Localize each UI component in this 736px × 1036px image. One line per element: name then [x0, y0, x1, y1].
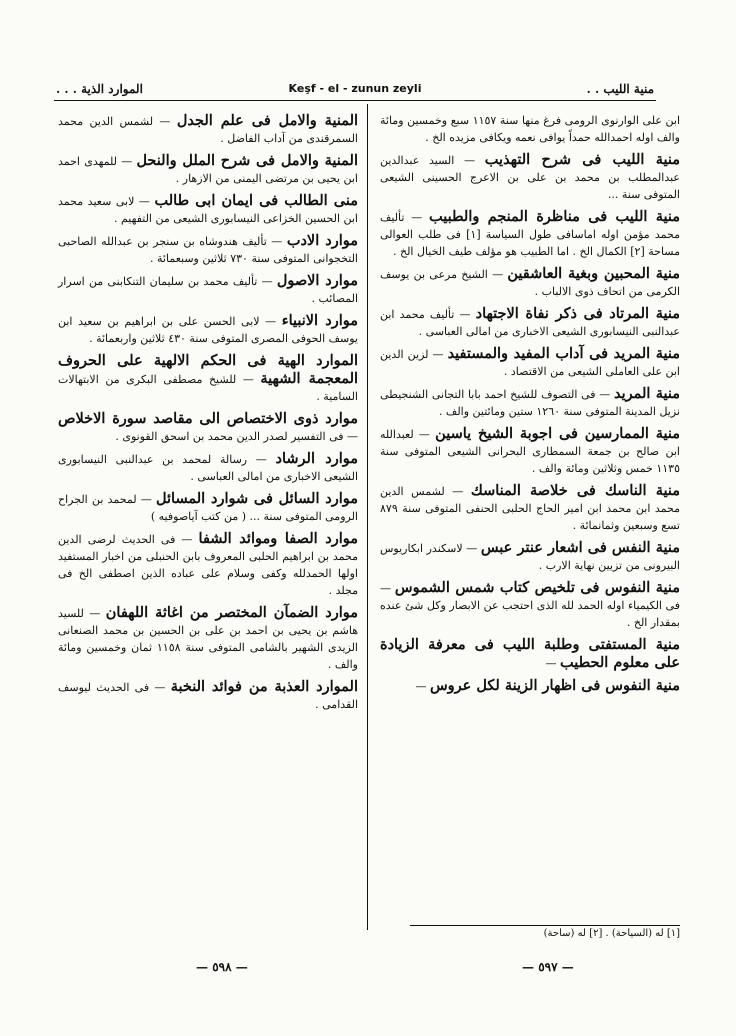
entry-text: — رسالة لمحمد بن عبدالنبى النيسابورى الشيعى الاخبارى من امالى العباسى . [58, 453, 358, 483]
column-divider [367, 104, 368, 930]
entry-title: موارد الادب [286, 232, 359, 249]
entry-text: — لشمس الدين محمد ابن محمد ابن امير الحاج الحلبى الحنفى المتوفى سنة ٨٧٩ تسع وسبعين وثمانمائة . [380, 485, 680, 532]
left-column [58, 112, 358, 718]
entry-text: — تأليف هندوشاه بن سنجر بن عبدالله الصاحبى التخجوانى المتوفى سنة ٧٣٠ ثلاثين وسبعمائة . [58, 235, 358, 265]
entry [380, 151, 680, 203]
entry [58, 352, 358, 405]
entry-text: — تأليف محمد بن سليمان التنكابنى من اسرار المصائب . [58, 275, 358, 305]
entry-title: المنية والامل فى شرح الملل والنحل [136, 152, 358, 169]
entry-title: موارد الضمآن المختصر من اغاثة اللهفان [105, 604, 358, 621]
entry-title: منية النفوس فى تلخيص كتاب شمس الشموس [394, 579, 681, 596]
entry [380, 385, 680, 420]
entry-title: منية المريد فى آداب المفيد والمستفيد [447, 345, 681, 362]
entry-text: — لابى سعيد محمد ابن الحسين الخزاعى النيسابورى الشيعى من التفهيم . [58, 195, 358, 225]
running-header [56, 82, 654, 100]
entry-title: موارد الاصول [276, 272, 358, 289]
entry-title: منية الممارسين فى اجوبة الشيخ ياسين [435, 425, 681, 442]
entry-title: منية النفوس فى اظهار الزينة لكل عروس [429, 677, 680, 694]
entry [380, 677, 680, 695]
entry [58, 490, 358, 525]
page-number-right: — ٥٩٧ — [522, 960, 574, 974]
entry-title: المنية والامل فى علم الجدل [176, 112, 359, 129]
entry-text: — فى الكيمياء اوله الحمد لله الذى احتجب عن الابصار وكل شئ عنده بمقدار الخ . [380, 582, 680, 629]
entry [380, 539, 680, 574]
entry [58, 530, 358, 599]
entry-title: منية المرتاد فى ذكر نفاة الاجتهاد [475, 305, 681, 322]
right-column [380, 112, 680, 700]
entry-text: — للسيد هاشم بن يحيى بن احمد بن على بن الحسين بن محمد الصنعانى الزيدى الشهير بالشامى المتوفى سنة ١١٥٨ ثمان وخمسين ومائة والف . [58, 607, 358, 671]
entry-title: منية الناسك فى خلاصة المناسك [470, 482, 680, 499]
footnote-rule [410, 925, 680, 926]
entry [58, 410, 358, 445]
entry-title: موارد ذوى الاختصاص الى مقاصد سورة الاخلاص [58, 410, 358, 427]
entry-text: — تأليف محمد ابن عبدالنبى النيسابورى الشيعى الاخبارى من امالى العباسى . [380, 308, 680, 338]
header-left: الموارد الذية . . . [56, 82, 143, 96]
entry-title: موارد الصفا وموائد الشفا [198, 530, 359, 547]
entry-text: — للشيخ مصطفى البكرى من الابتهالات السامية . [58, 373, 358, 403]
header-center: Keşf - el - zunun zeyli [288, 82, 422, 95]
entry [380, 265, 680, 300]
entry [58, 112, 358, 147]
header-right: منية الليب . . [586, 82, 654, 96]
entry-title: موارد الانبياء [281, 312, 358, 329]
entry-text: — لزين الدين ابن على العاملى الشيعى من الاقتصاد . [380, 348, 680, 378]
entry [58, 232, 358, 267]
page-number-left: — ٥٩٨ — [196, 960, 248, 974]
entry [58, 312, 358, 347]
entry-text: — فى التفسير لصدر الدين محمد بن اسحق القونوى . [115, 430, 358, 443]
entry-text: — فى الحديث ليوسف القدامى . [58, 681, 358, 711]
entry [380, 636, 680, 672]
footnote: [١] له (السياحة) . [٢] له (ساحة) [543, 928, 680, 939]
entry [380, 482, 680, 534]
entry-title: منية الليب فى مناظرة المنجم والطبيب [429, 208, 681, 225]
entry-title: موارد السائل فى شوارد المسائل [156, 490, 359, 507]
entry-text: — لشمس الدين محمد السمرقندى من آداب الفاضل . [58, 115, 358, 145]
entry-title: منية المستفتى وطلبة الليب فى معرفة الزيادة على معلوم الحطيب [380, 636, 680, 671]
entry-title: الموارد الهية فى الحكم الالهية على الحروف المعجمة الشهية [58, 352, 359, 387]
entry-text: — للمهدى احمد ابن يحيى بن مرتضى اليمنى من الازهار . [58, 155, 358, 185]
entry [380, 579, 680, 631]
entry-text: — لاسكندر ابكاريوس البيرونى من تزيين نهاية الارب . [380, 542, 680, 572]
entry-text: — السيد عبدالدين عبدالمطلب بن محمد بن على بن الاعرج الحسينى الشيعى المتوفى سنة ... [380, 154, 680, 201]
entry [58, 678, 358, 713]
entry-title: منية الليب فى شرح التهذيب [484, 151, 680, 168]
entry [380, 425, 680, 477]
entry [58, 192, 358, 227]
entry-text: — الشيخ مرعى بن يوسف الكرمى من اتحاف ذوى الالباب . [380, 268, 680, 298]
entry [380, 305, 680, 340]
entry [58, 272, 358, 307]
entry [58, 604, 358, 673]
entry-text: — لابى الحسن على بن ابراهيم بن سعيد ابن يوسف الحوفى المصرى المتوفى سنة ٤٣٠ ثلاثين واربعمائة . [58, 315, 358, 345]
entry-text: — فى الحديث لرضى الدين محمد بن ابراهيم الحلبى المعروف بابن الحنبلى من اخبار المستفيد اولها الحمدلله وكفى وسلام على عباده الذين اصطفى الخ فى مجلد . [58, 533, 358, 597]
entry-text: — لعبدالله ابن صالح بن جمعة السمطارى البحرانى الشيعى المتوفى سنة ١١٣٥ خمس وثلاثين ومائة والف . [380, 428, 680, 475]
entry-text: — تأليف محمد مؤمن اوله اماسافى طول السياسة [١] فى طلب العوالى مساحة [٢] الكمال الخ . اما الطبيب هو مؤلف طيف الخيال الخ . [380, 211, 680, 258]
entry-title: موارد الرشاد [275, 450, 359, 467]
entry [380, 345, 680, 380]
entry-title: منية النفس فى اشعار عنتر عبس [480, 539, 681, 556]
entry-title: منى الطالب فى ايمان ابى طالب [154, 192, 358, 209]
entry [380, 112, 680, 146]
entry-text: — [415, 680, 427, 693]
entry-title: منية المريد [613, 385, 681, 402]
entry [58, 152, 358, 187]
entry [380, 208, 680, 260]
entry-title: منية المحبين وبغية العاشقين [507, 265, 681, 282]
entry-title: الموارد العذبة من فوائد النخبة [170, 678, 358, 695]
header-rule [54, 100, 656, 101]
entry [58, 450, 358, 485]
entry-text: — فى التصوف للشيخ احمد بابا التجانى الشنجيطى نزيل المدينة المتوفى سنة ١٢٦٠ ستين ومائتين والف . [380, 388, 680, 418]
entry-text: — لمحمد بن الجراح الرومى المتوفى سنة ... ( من كتب آياصوفيه ) [58, 493, 358, 523]
entry-text: — [545, 657, 557, 670]
entry-text: ابن على الوارنوى الرومى فرغ منها سنة ١١٥٧ سبع وخمسين ومائة والف اوله احمدالله حمداً يوافى نعمه ويكافى مزيده الخ . [380, 114, 680, 144]
